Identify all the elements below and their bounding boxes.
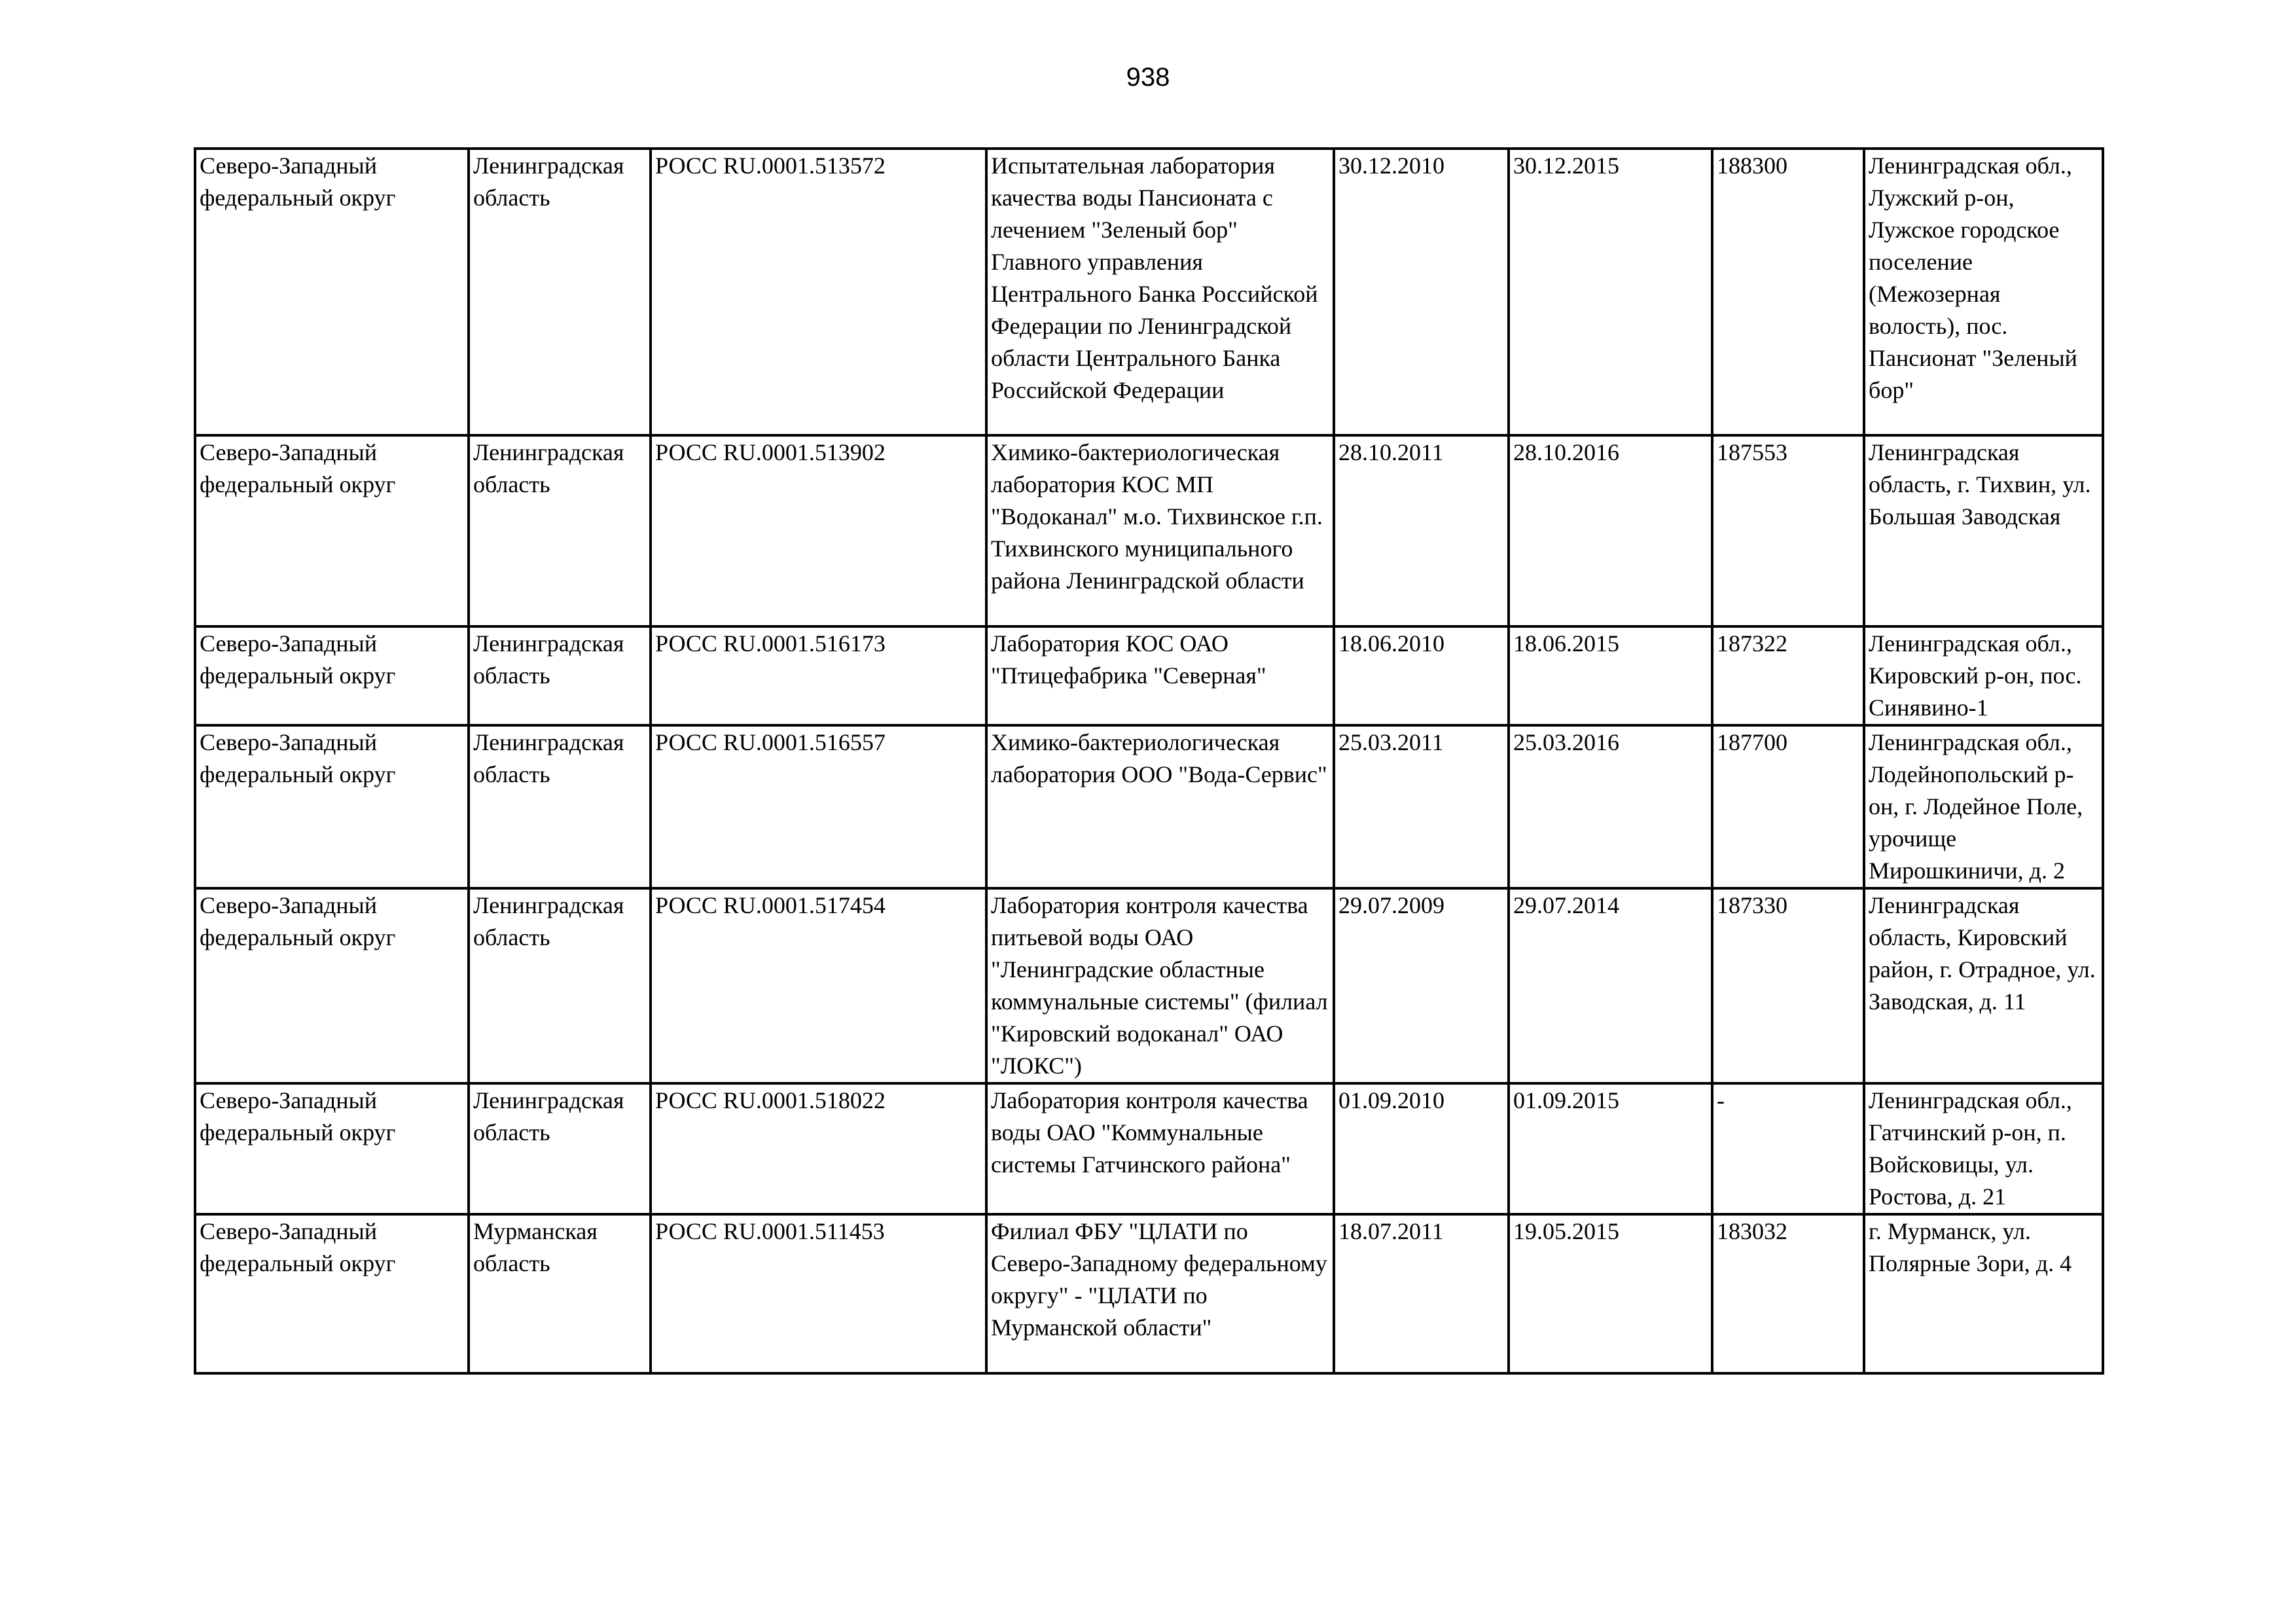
postal-code-cell: 183032 [1712, 1214, 1864, 1373]
district-cell: Северо-Западный федеральный округ [195, 888, 469, 1083]
laboratory-cell: Лаборатория КОС ОАО "Птицефабрика "Северная" [986, 626, 1334, 725]
date-from-cell: 28.10.2011 [1334, 435, 1509, 626]
date-from-cell: 29.07.2009 [1334, 888, 1509, 1083]
date-from-cell: 18.07.2011 [1334, 1214, 1509, 1373]
address-cell: Ленинградская обл., Кировский р-он, пос. Синявино-1 [1864, 626, 2103, 725]
date-to-cell: 19.05.2015 [1509, 1214, 1712, 1373]
date-to-cell: 25.03.2016 [1509, 725, 1712, 888]
laboratory-registry-table [194, 147, 2104, 1375]
district-cell: Северо-Западный федеральный округ [195, 435, 469, 626]
laboratory-cell: Лаборатория контроля качества воды ОАО "Коммунальные системы Гатчинского района" [986, 1083, 1334, 1214]
date-from-cell: 18.06.2010 [1334, 626, 1509, 725]
address-cell: г. Мурманск, ул. Полярные Зори, д. 4 [1864, 1214, 2103, 1373]
region-cell: Ленинградская область [469, 725, 651, 888]
date-to-cell: 28.10.2016 [1509, 435, 1712, 626]
date-to-cell: 29.07.2014 [1509, 888, 1712, 1083]
address-cell: Ленинградская область, г. Тихвин, ул. Большая Заводская [1864, 435, 2103, 626]
table-row [195, 725, 2103, 888]
certificate-cell: РОСС RU.0001.516557 [651, 725, 986, 888]
postal-code-cell: 187553 [1712, 435, 1864, 626]
address-cell: Ленинградская обл., Гатчинский р-он, п. Войсковицы, ул. Ростова, д. 21 [1864, 1083, 2103, 1214]
date-from-cell: 30.12.2010 [1334, 149, 1509, 435]
region-cell: Ленинградская область [469, 1083, 651, 1214]
page-number: 938 [1126, 63, 1170, 92]
laboratory-cell: Испытательная лаборатория качества воды Пансионата с лечением "Зеленый бор" Главного управления Центрального Банка Российской Федерации по Ленинградской области Центрального Банка Российской Федерации [986, 149, 1334, 435]
laboratory-cell: Лаборатория контроля качества питьевой воды ОАО "Ленинградские областные коммунальные системы" (филиал "Кировский водоканал" ОАО "ЛОКС") [986, 888, 1334, 1083]
region-cell: Ленинградская область [469, 626, 651, 725]
district-cell: Северо-Западный федеральный округ [195, 626, 469, 725]
table-row [195, 435, 2103, 626]
district-cell: Северо-Западный федеральный округ [195, 1083, 469, 1214]
region-cell: Ленинградская область [469, 149, 651, 435]
certificate-cell: РОСС RU.0001.517454 [651, 888, 986, 1083]
postal-code-cell: - [1712, 1083, 1864, 1214]
postal-code-cell: 187330 [1712, 888, 1864, 1083]
date-from-cell: 25.03.2011 [1334, 725, 1509, 888]
laboratory-cell: Филиал ФБУ "ЦЛАТИ по Северо-Западному федеральному округу" - "ЦЛАТИ по Мурманской области" [986, 1214, 1334, 1373]
certificate-cell: РОСС RU.0001.513902 [651, 435, 986, 626]
region-cell: Ленинградская область [469, 888, 651, 1083]
certificate-cell: РОСС RU.0001.516173 [651, 626, 986, 725]
postal-code-cell: 187322 [1712, 626, 1864, 725]
certificate-cell: РОСС RU.0001.511453 [651, 1214, 986, 1373]
postal-code-cell: 188300 [1712, 149, 1864, 435]
table-row [195, 626, 2103, 725]
region-cell: Мурманская область [469, 1214, 651, 1373]
address-cell: Ленинградская область, Кировский район, г. Отрадное, ул. Заводская, д. 11 [1864, 888, 2103, 1083]
postal-code-cell: 187700 [1712, 725, 1864, 888]
certificate-cell: РОСС RU.0001.518022 [651, 1083, 986, 1214]
table-row [195, 149, 2103, 435]
certificate-cell: РОСС RU.0001.513572 [651, 149, 986, 435]
address-cell: Ленинградская обл., Лодейнопольский р-он, г. Лодейное Поле, урочище Мирошкиничи, д. 2 [1864, 725, 2103, 888]
date-to-cell: 18.06.2015 [1509, 626, 1712, 725]
date-to-cell: 01.09.2015 [1509, 1083, 1712, 1214]
district-cell: Северо-Западный федеральный округ [195, 1214, 469, 1373]
region-cell: Ленинградская область [469, 435, 651, 626]
address-cell: Ленинградская обл., Лужский р-он, Лужское городское поселение (Межозерная волость), пос. Пансионат "Зеленый бор" [1864, 149, 2103, 435]
table-row [195, 1083, 2103, 1214]
laboratory-cell: Химико-бактериологическая лаборатория ООО "Вода-Сервис" [986, 725, 1334, 888]
district-cell: Северо-Западный федеральный округ [195, 149, 469, 435]
district-cell: Северо-Западный федеральный округ [195, 725, 469, 888]
laboratory-cell: Химико-бактериологическая лаборатория КОС МП "Водоканал" м.о. Тихвинское г.п. Тихвинского муниципального района Ленинградской области [986, 435, 1334, 626]
table-row [195, 1214, 2103, 1373]
date-to-cell: 30.12.2015 [1509, 149, 1712, 435]
date-from-cell: 01.09.2010 [1334, 1083, 1509, 1214]
table-row [195, 888, 2103, 1083]
